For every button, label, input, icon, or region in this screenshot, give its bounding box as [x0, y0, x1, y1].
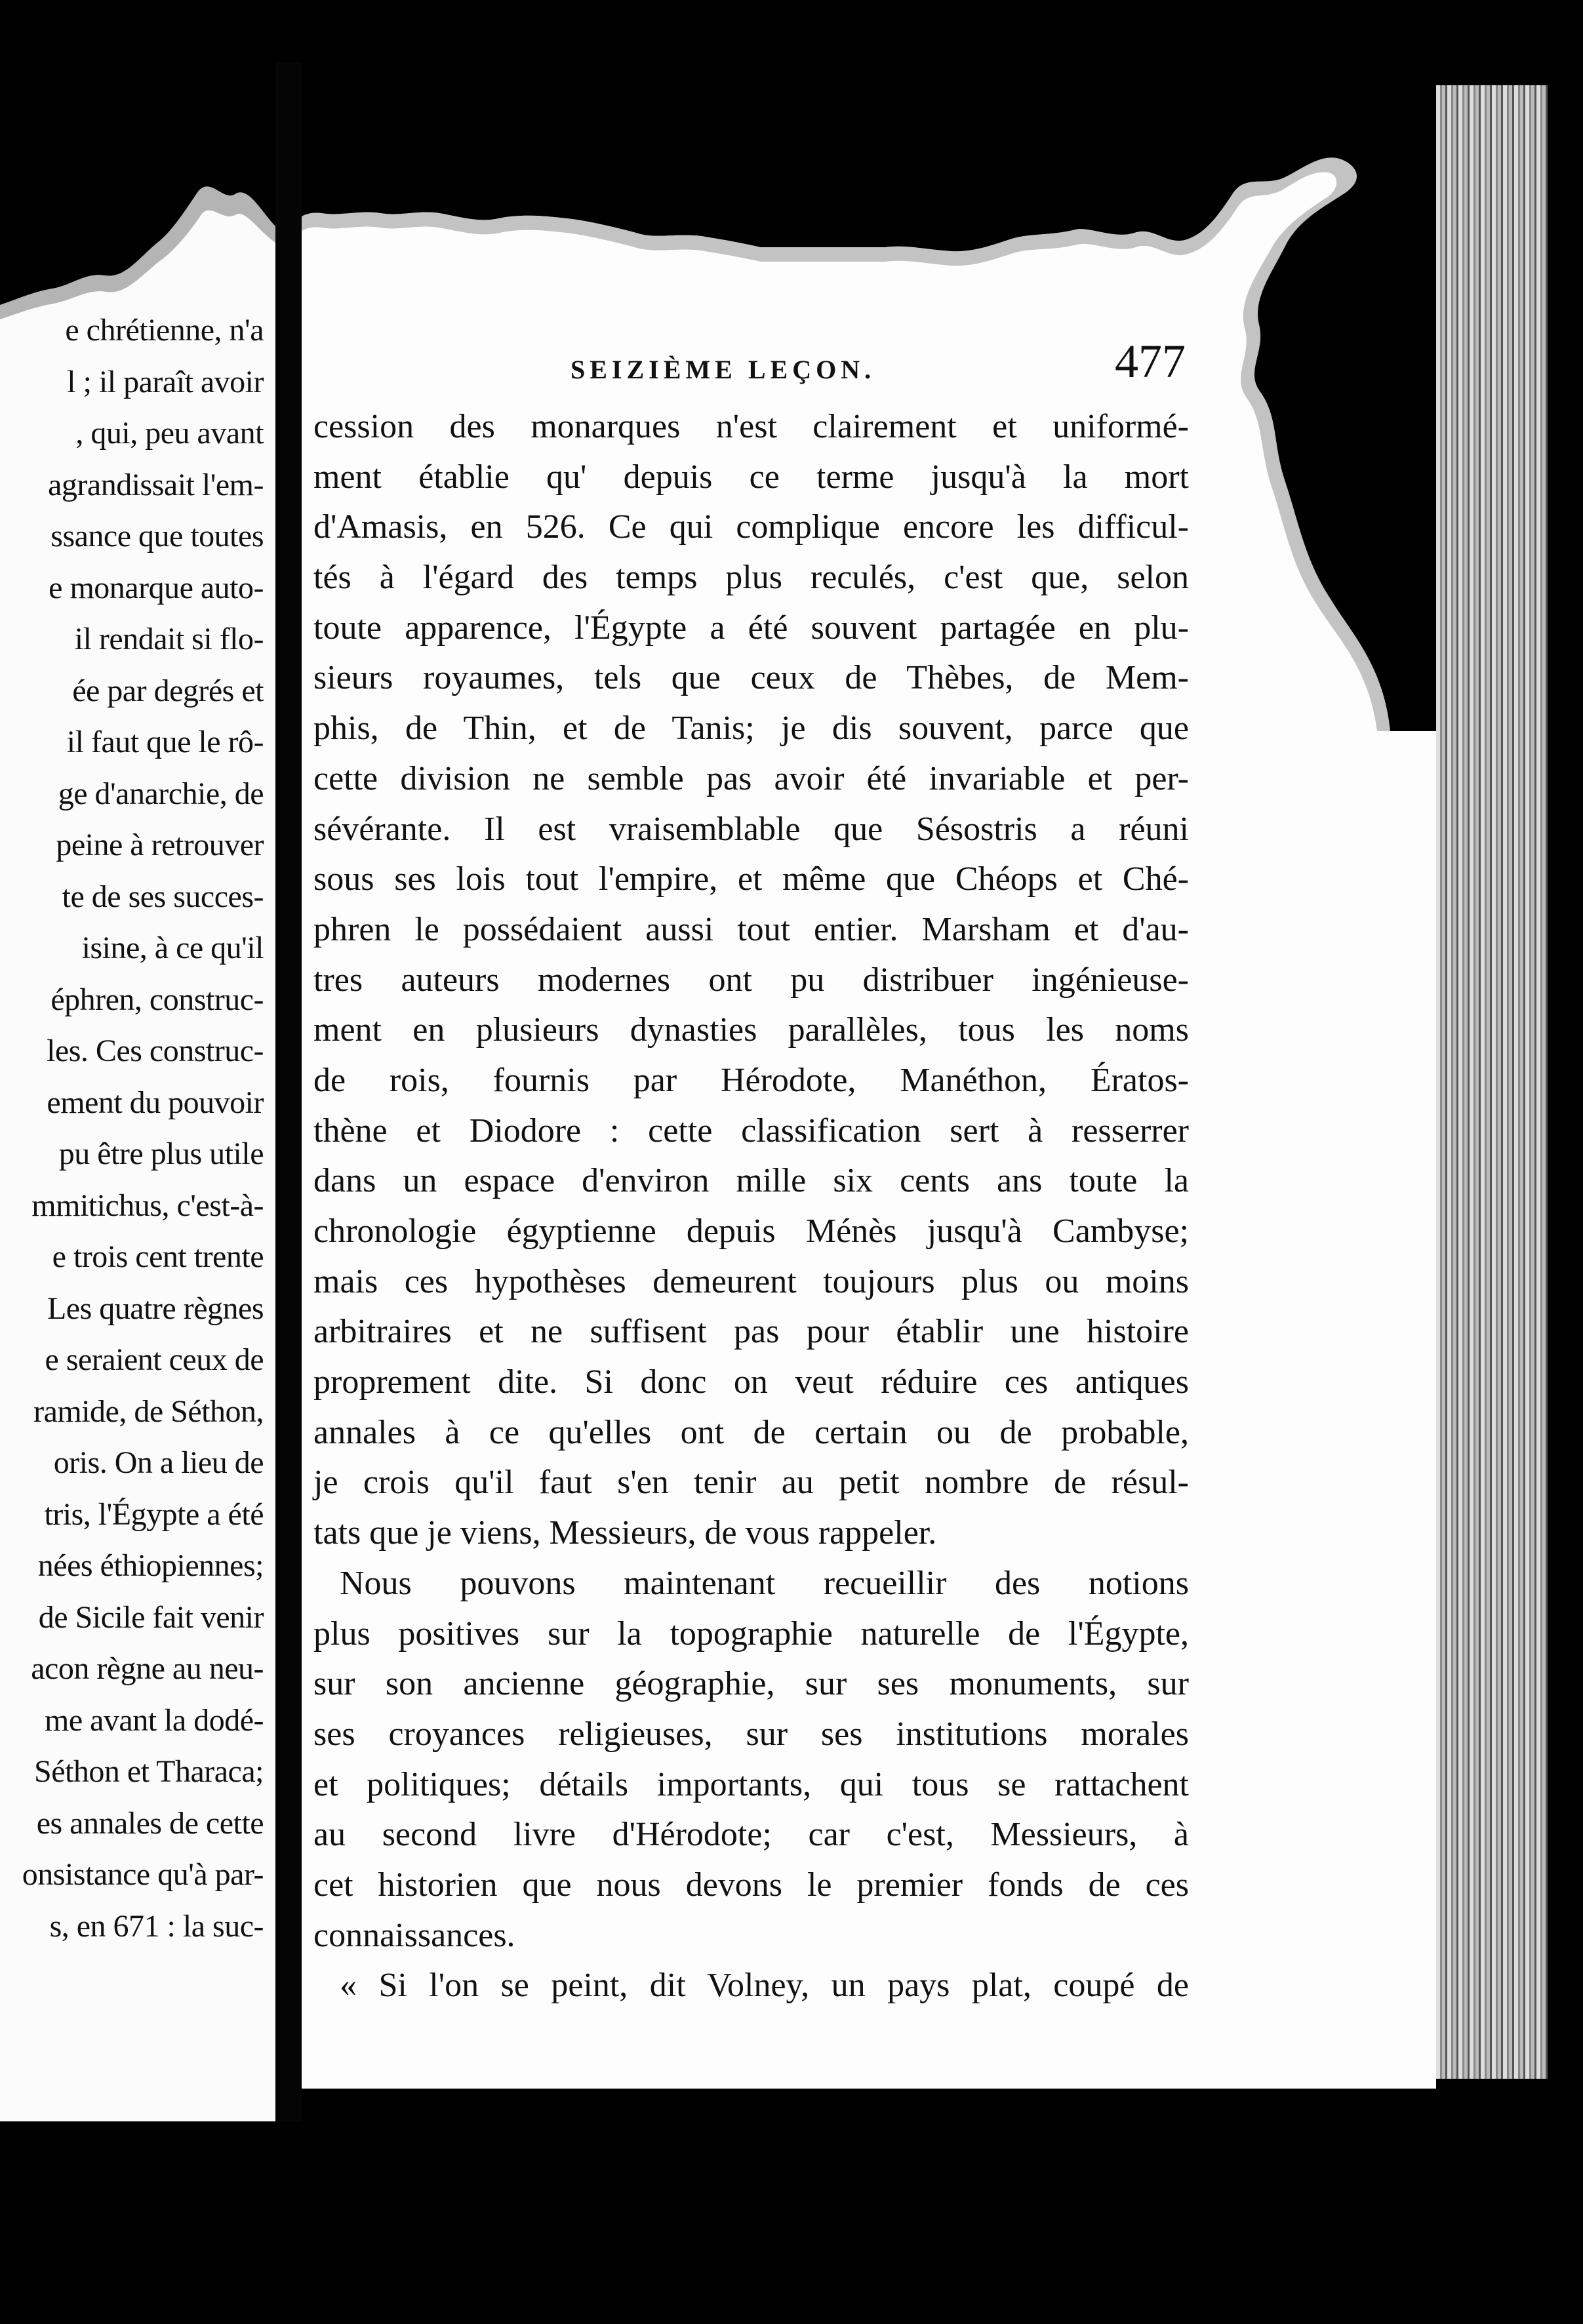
- left-page-line: e chrétienne, n'a: [65, 313, 264, 348]
- left-page-line: Séthon et Tharaca;: [34, 1754, 264, 1789]
- left-page-line: es annales de cette: [36, 1805, 264, 1841]
- text-line: phren le possédaient aussi tout entier. Marsham et d'au-: [313, 910, 1189, 948]
- left-page-line: ée par degrés et: [72, 673, 264, 708]
- text-line: ment établie qu' depuis ce terme jusqu'à la mort: [313, 458, 1189, 496]
- text-line: dans un espace d'environ mille six cents ans toute la: [313, 1162, 1189, 1200]
- text-line: toute apparence, l'Égypte a été souvent partagée en plu-: [313, 609, 1189, 647]
- text-line: tres auteurs modernes ont pu distribuer ingénieuse-: [313, 961, 1189, 999]
- text-line: Nous pouvons maintenant recueillir des notions: [340, 1564, 1189, 1602]
- text-line: d'Amasis, en 526. Ce qui complique encore les difficul-: [313, 508, 1189, 546]
- left-page-line: te de ses succes-: [62, 879, 264, 914]
- left-page-line: isine, à ce qu'il: [81, 931, 264, 965]
- left-page-line: ssance que toutes: [50, 519, 264, 553]
- book-gutter: [275, 62, 302, 2121]
- text-line: de rois, fournis par Hérodote, Manéthon, Ératos-: [313, 1061, 1189, 1099]
- text-line: sur son ancienne géographie, sur ses monuments, sur: [313, 1665, 1189, 1703]
- left-page-line: tris, l'Égypte a été: [44, 1496, 264, 1532]
- text-line: au second livre d'Hérodote; car c'est, Messieurs, à: [313, 1816, 1189, 1854]
- left-page-line: agrandissait l'em-: [48, 467, 264, 502]
- left-page-line: , qui, peu avant: [75, 416, 264, 451]
- left-page-line: e monarque auto-: [49, 570, 264, 605]
- left-page-line: oris. On a lieu de: [53, 1445, 264, 1480]
- left-page-line: il faut que le rô-: [66, 725, 264, 759]
- text-line: mais ces hypothèses demeurent toujours plus ou moins: [313, 1262, 1189, 1300]
- left-page-burn-damage: [0, 62, 275, 338]
- left-page-line: e seraient ceux de: [45, 1342, 264, 1377]
- text-line: cet historien que nous devons le premier fonds de ces: [313, 1866, 1189, 1904]
- text-line: sous ses lois tout l'empire, et même que Chéops et Ché-: [313, 860, 1189, 898]
- left-page-line: ge d'anarchie, de: [58, 776, 264, 811]
- text-line: tats que je viens, Messieurs, de vous rappeler.: [313, 1514, 937, 1552]
- text-line: plus positives sur la topographie naturelle de l'Égypte,: [313, 1614, 1189, 1653]
- left-page-line: nées éthiopiennes;: [37, 1548, 264, 1583]
- text-line: « Si l'on se peint, dit Volney, un pays plat, coupé de: [340, 1967, 1189, 2005]
- left-page-line: les. Ces construc-: [47, 1033, 264, 1068]
- left-page-line: de Sicile fait venir: [38, 1599, 264, 1635]
- text-line: cette division ne semble pas avoir été invariable et per-: [313, 759, 1189, 797]
- text-line: annales à ce qu'elles ont de certain ou de probable,: [313, 1413, 1189, 1451]
- text-line: sévérante. Il est vraisemblable que Sésostris a réuni: [313, 810, 1189, 848]
- text-line: et politiques; détails importants, qui tous se rattachent: [313, 1765, 1189, 1803]
- text-line: phis, de Thin, et de Tanis; je dis souvent, parce que: [313, 710, 1189, 748]
- text-line: chronologie égyptienne depuis Ménès jusqu'à Cambyse;: [313, 1212, 1189, 1250]
- left-page-text: [0, 305, 275, 1952]
- left-page-line: me avant la dodé-: [44, 1702, 264, 1738]
- text-line: arbitraires et ne suffisent pas pour établir une histoire: [313, 1313, 1189, 1351]
- text-line: tés à l'égard des temps plus reculés, c'est que, selon: [313, 559, 1189, 597]
- body-text: [313, 402, 1189, 2011]
- left-page-line: éphren, construc-: [50, 982, 264, 1017]
- text-line: connaissances.: [313, 1916, 515, 1954]
- text-line: cession des monarques n'est clairement et uniformé-: [313, 408, 1189, 445]
- page-stack-edges: [1436, 85, 1548, 2079]
- left-page-line: pu être plus utile: [58, 1136, 264, 1171]
- left-page-line: ramide, de Séthon,: [33, 1393, 264, 1429]
- left-page-line: s, en 671 : la suc-: [49, 1908, 264, 1944]
- left-page-line: e trois cent trente: [52, 1239, 264, 1274]
- text-line: ses croyances religieuses, sur ses institutions morales: [313, 1715, 1189, 1753]
- left-facing-page: [0, 62, 275, 2121]
- left-page-line: il rendait si flo-: [74, 622, 264, 656]
- left-page-line: l ; il paraît avoir: [67, 364, 264, 399]
- text-line: je crois qu'il faut s'en tenir au petit nombre de résul-: [313, 1464, 1189, 1502]
- text-line: ment en plusieurs dynasties parallèles, tous les noms: [313, 1011, 1189, 1049]
- left-page-line: onsistance qu'à par-: [22, 1857, 264, 1892]
- left-page-line: ement du pouvoir: [47, 1085, 264, 1120]
- left-page-line: Les quatre règnes: [47, 1291, 264, 1326]
- page-number: 477: [1115, 335, 1186, 388]
- left-page-line: mmitichus, c'est-à-: [31, 1188, 264, 1223]
- left-page-line: peine à retrouver: [56, 828, 264, 862]
- running-head: SEIZIÈME LEÇON.: [571, 355, 876, 384]
- text-line: thène et Diodore : cette classification sert à resserrer: [313, 1112, 1189, 1150]
- right-page: [302, 75, 1436, 2089]
- left-page-line: acon règne au neu-: [31, 1651, 264, 1686]
- text-line: sieurs royaumes, tels que ceux de Thèbes, de Mem-: [313, 659, 1189, 697]
- text-line: proprement dite. Si donc on veut réduire ces antiques: [313, 1363, 1189, 1401]
